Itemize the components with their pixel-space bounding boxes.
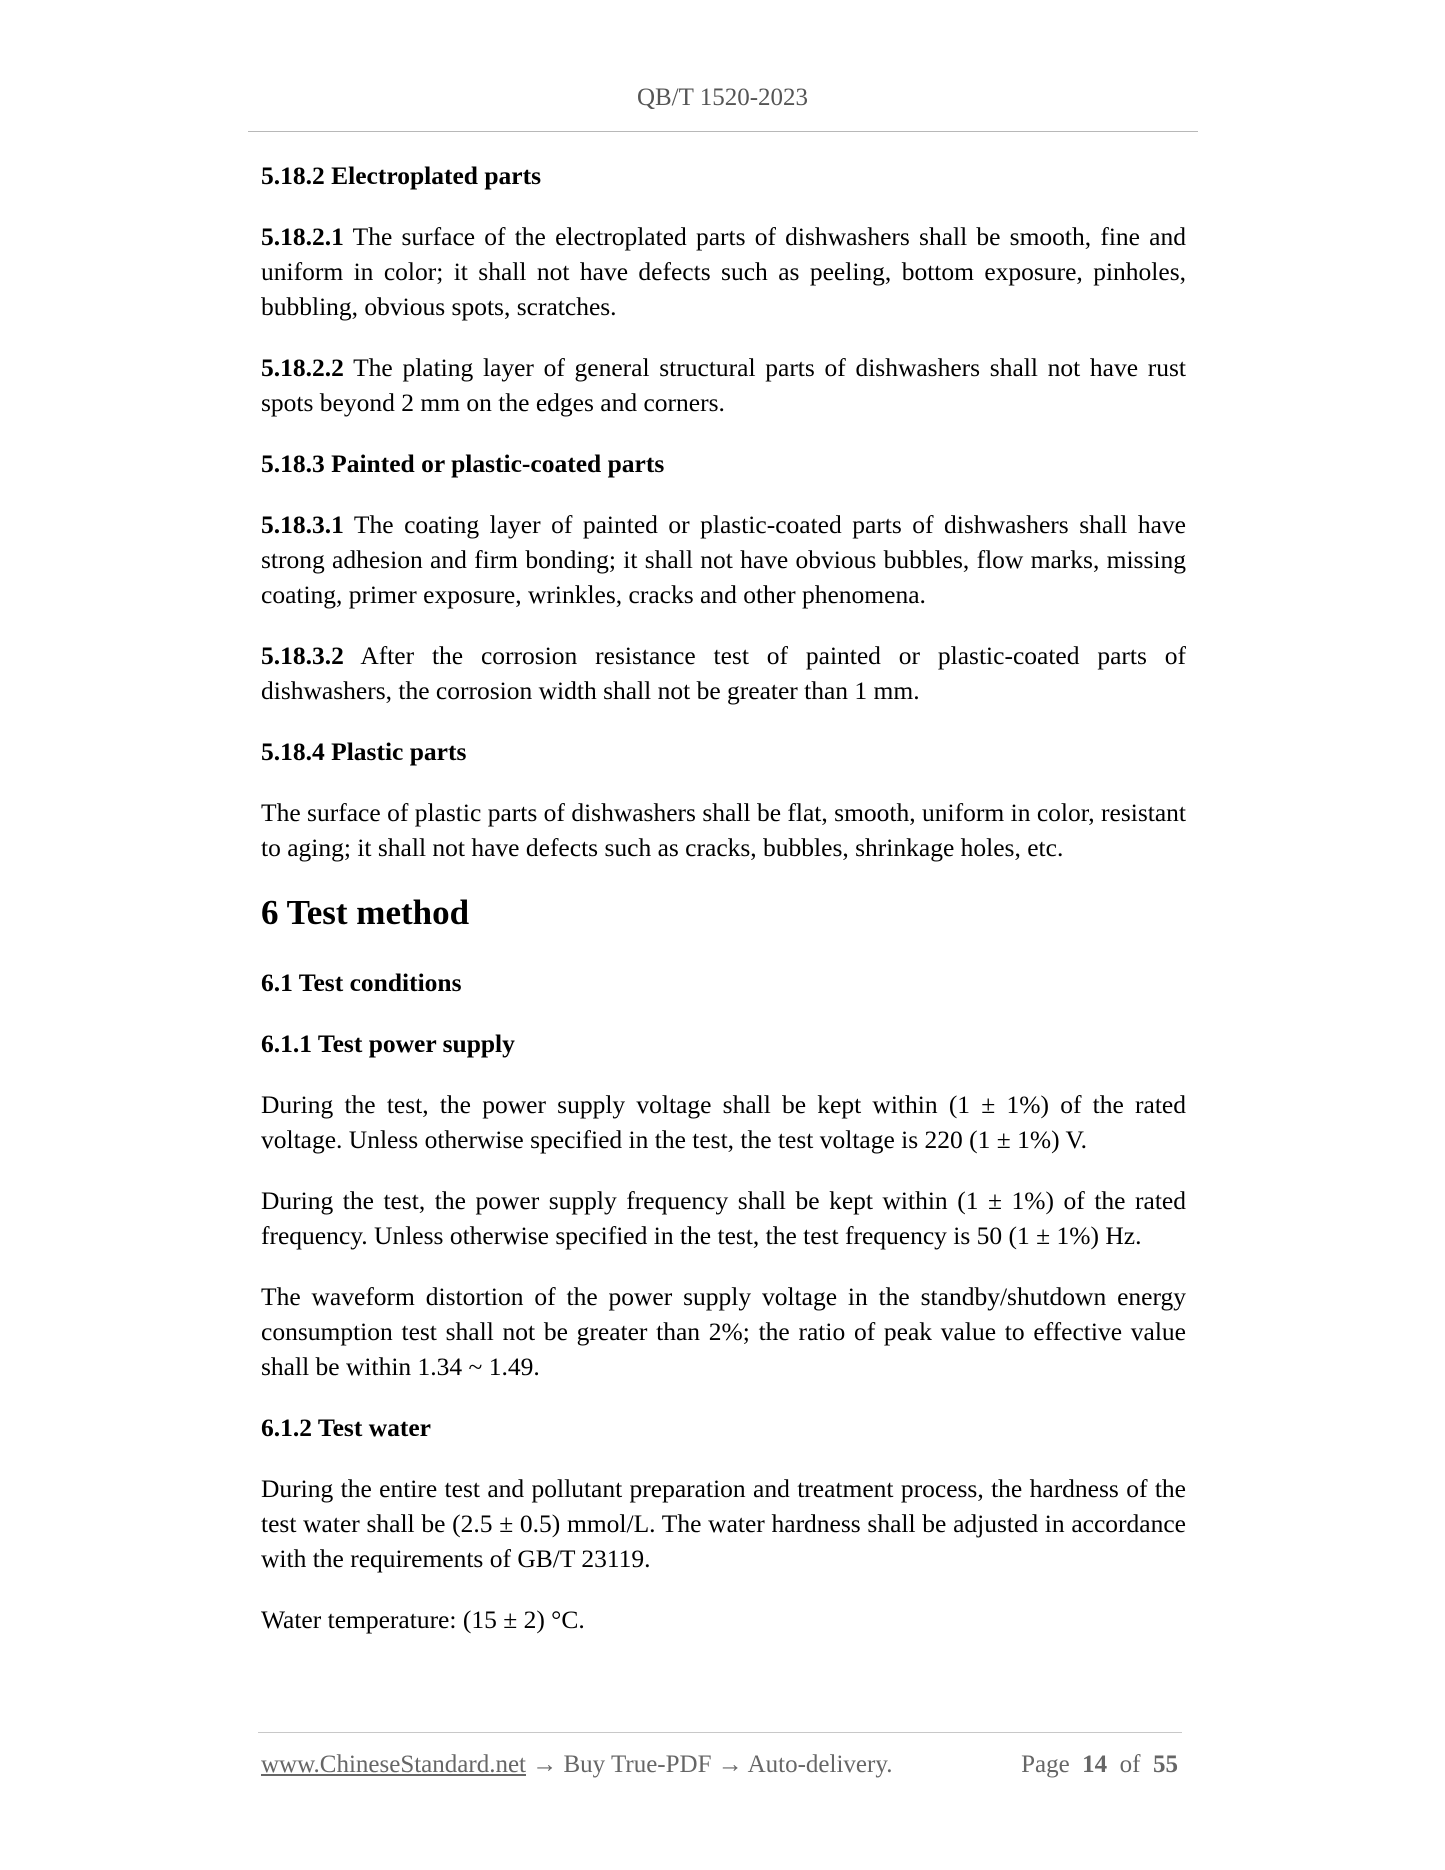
clause-number: 5.18.3.1: [261, 510, 344, 539]
clause-5-18-3-1: [261, 507, 1186, 612]
paragraph-frequency: During the test, the power supply frequency shall be kept within (1 ± 1%) of the rated frequency. Unless otherwise specified in the test, the test frequency is 50 (1 ± 1%) Hz.: [261, 1186, 1186, 1250]
clause-number: 5.18.3.2: [261, 641, 344, 670]
paragraph-water-hardness: During the entire test and pollutant preparation and treatment process, the hardness of the test water shall be (2.5 ± 0.5) mmol/L. The water hardness shall be adjusted in accordance with the requirements of GB/T 23119.: [261, 1474, 1186, 1573]
clause-text: The coating layer of painted or plastic-coated parts of dishwashers shall have strong adhesion and firm bonding; it shall not have obvious bubbles, flow marks, missing coating, primer exposure, wrinkles, cracks and other phenomena.: [261, 510, 1186, 609]
footer-divider: [258, 1732, 1182, 1733]
chapter-heading-6: 6 Test method: [261, 893, 470, 932]
clause-number: 5.18.2.2: [261, 353, 344, 382]
section-heading-5-18-2: 5.18.2 Electroplated parts: [261, 161, 542, 190]
clause-text: After the corrosion resistance test of painted or plastic-coated parts of dishwashers, the corrosion width shall not be greater than 1 mm.: [261, 641, 1186, 705]
section-heading-6-1-1: 6.1.1 Test power supply: [261, 1029, 515, 1058]
section-heading-6-1-2: 6.1.2 Test water: [261, 1413, 431, 1442]
page-total: 55: [1153, 1751, 1178, 1778]
section-heading-5-18-3: 5.18.3 Painted or plastic-coated parts: [261, 449, 665, 478]
site-link[interactable]: www.ChineseStandard.net: [261, 1751, 526, 1778]
section-heading-6-1: 6.1 Test conditions: [261, 968, 462, 997]
buy-text: Buy True-PDF: [563, 1751, 712, 1778]
page-current: 14: [1082, 1751, 1108, 1778]
page-of: of: [1119, 1751, 1141, 1778]
delivery-text: Auto-delivery.: [747, 1751, 893, 1778]
arrow-right-icon: →: [526, 1751, 564, 1778]
clause-text: The surface of the electroplated parts of dishwashers shall be smooth, fine and uniform in color; it shall not have defects such as peeling, bottom exposure, pinholes, bubbling, obvious spots, scratches.: [261, 222, 1186, 321]
arrow-right-icon: →: [711, 1751, 748, 1778]
footer-promo: [261, 1751, 892, 1779]
paragraph-waveform: The waveform distortion of the power supply voltage in the standby/shutdown energy consumption test shall not be greater than 2%; the ratio of peak value to effective value shall be within 1.34 ~ 1.49.: [261, 1282, 1186, 1381]
paragraph-plastic-parts: The surface of plastic parts of dishwashers shall be flat, smooth, uniform in color, resistant to aging; it shall not have defects such as cracks, bubbles, shrinkage holes, etc.: [261, 798, 1186, 862]
clause-5-18-3-2: [261, 638, 1186, 708]
section-heading-5-18-4: 5.18.4 Plastic parts: [261, 737, 467, 766]
clause-5-18-2-1: [261, 219, 1186, 324]
paragraph-voltage: During the test, the power supply voltage shall be kept within (1 ± 1%) of the rated voltage. Unless otherwise specified in the test, the test voltage is 220 (1 ± 1%) V.: [261, 1090, 1186, 1154]
page-header: QB/T 1520-2023: [636, 84, 809, 111]
clause-number: 5.18.2.1: [261, 222, 344, 251]
page-indicator: [1021, 1751, 1178, 1779]
document-body: [261, 158, 1186, 1663]
paragraph-water-temperature: Water temperature: (15 ± 2) °C.: [261, 1605, 585, 1634]
clause-5-18-2-2: [261, 350, 1186, 420]
header-divider: [248, 131, 1198, 132]
clause-text: The plating layer of general structural parts of dishwashers shall not have rust spots beyond 2 mm on the edges and corners.: [261, 353, 1186, 417]
page-label: Page: [1021, 1751, 1070, 1778]
